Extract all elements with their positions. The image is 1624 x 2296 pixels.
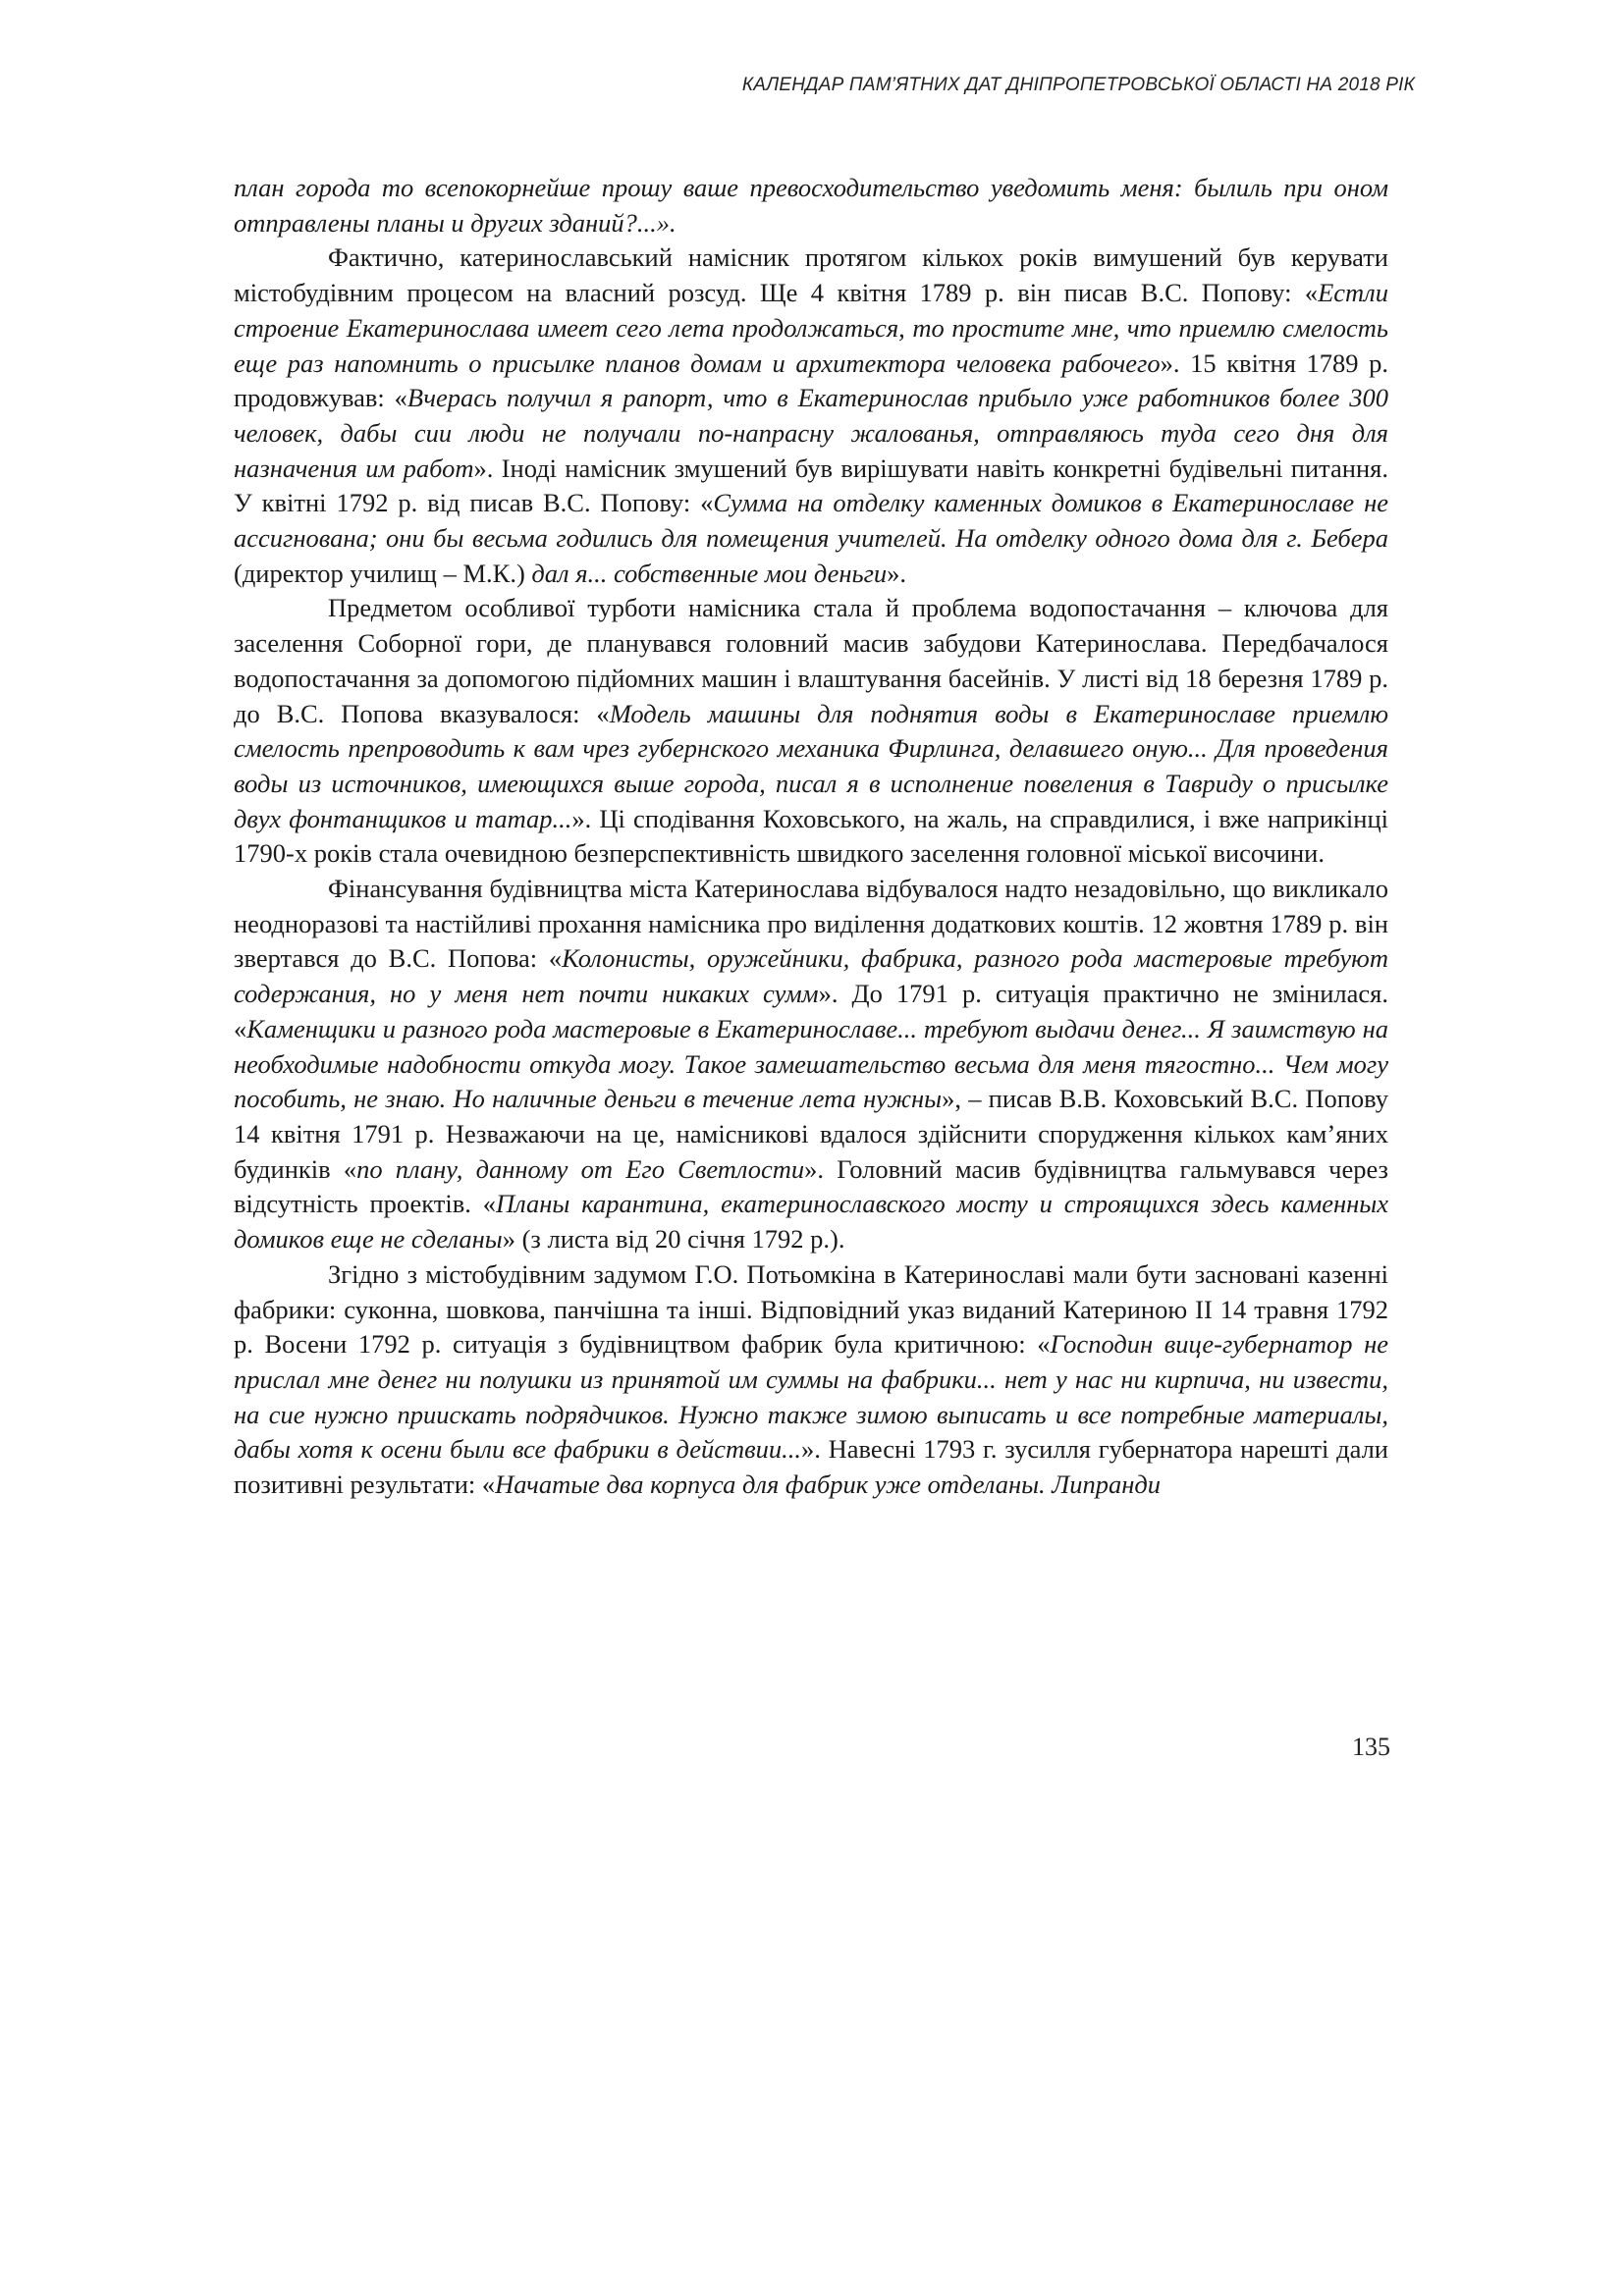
- quote-text: Колонисты, оружейники, фабрика, разного рода мастеровые требуют содержания, но у меня нет почти никаких сумм: [234, 943, 1389, 1009]
- paragraph: [234, 240, 1388, 591]
- body-run: » (з листа від 20 січня 1792 р.).: [502, 1224, 845, 1255]
- body-run: Фактично, катеринославський намісник протягом кількох років вимушений був керувати містобудівним процесом на власний розсуд. Ще 4 квітня 1789 р. він писав В.С. Попову: «: [234, 242, 1388, 308]
- body-run: ». Навесні 1793 г. зусилля губернатора нарешті дали позитивні результати: «: [234, 1434, 1388, 1500]
- running-header: КАЛЕНДАР ПАМ’ЯТНИХ ДАТ ДНІПРОПЕТРОВСЬКОЇ ОБЛАСТІ НА 2018 РІК: [741, 75, 1415, 95]
- page-number: 135: [1352, 1733, 1390, 1761]
- body-run: ». До 1791 р. ситуація практично не змінилася. «: [234, 979, 1388, 1043]
- quote-text: Сумма на отделку каменных домиков в Екатеринославе не ассигнована; они бы весьма годились для помещения учителей. На отделку одного дома для г. Бебера: [234, 488, 1388, 554]
- quote-text: по плану, данному от Его Светлости: [356, 1153, 805, 1184]
- quote-text: Вчерась получил я рапорт, что в Екатеринослав прибыло уже работников более 300 человек, дабы сии люди не получали по-напрасну жалованья, отправляюсь туда сего дня для назначения им работ: [234, 383, 1388, 483]
- quote-text: Модель машины для поднятия воды в Екатеринославе приемлю смелость препроводить к вам чрез губернского механика Фирлинга, делавшего оную... Для проведения воды из источников, имеющихся выше города, писал я в исполнение повеления в Тавриду о присылке двух фонтанщиков и татар...: [234, 698, 1388, 833]
- body-run: ». 15 квітня 1789 р. продовжував: «: [234, 347, 1388, 413]
- body-run: Згідно з містобудівним задумом Г.О. Потьомкіна в Катеринославі мали бути засновані казенні фабрики: суконна, шовкова, панчішна та інші. Відповідний указ виданий Катериною II 14 травня 1792 р. Восени 1792 р. ситуація з будівництвом фабрик була критичною: «: [234, 1258, 1388, 1360]
- quote-text: план города то всепокорнейше прошу ваше превосходительство уведомить меня: былиль при оном отправлены планы и других зданий?...».: [234, 173, 1388, 238]
- body-run: Предметом особливої турботи намісника стала й проблема водопостачання – ключова для заселення Соборної гори, де планувався головний масив забудови Катеринослава. Передбачалося водопостачання за допомогою підйомних машин і влаштування басейнів. У листі від 18 березня 1789 р. до В.С. Попова вказувалося: «: [234, 593, 1388, 728]
- paragraph: [234, 171, 1388, 240]
- paragraph: [234, 872, 1388, 1257]
- body-run: ». Головний масив будівництва гальмувався через відсутність проектів. «: [234, 1153, 1389, 1219]
- body-run: ». Ці сподівання Коховського, на жаль, на справдилися, і вже наприкінці 1790-х років стала очевидною безперспективність швидкого заселення головної міської височини.: [234, 803, 1388, 869]
- quote-text: Господин вице-губернатор не прислал мне денег ни полушки из принятой им суммы на фабрики... нет у нас ни кирпича, ни извести, на сие нужно приискать подрядчиков. Нужно также зимою выписать и все потребные материалы, дабы хотя к осени были все фабрики в действии...: [234, 1329, 1388, 1465]
- paragraph: [234, 1257, 1388, 1503]
- body-run: », – писав В.В. Коховський В.С. Попову 14 квітня 1791 р. Незважаючи на це, намісникові вдалося здійснити спорудження кількох кам’яних будинків «: [234, 1084, 1388, 1184]
- quote-text: дал я... собственные мои деньги: [531, 558, 888, 588]
- body-run: ». Іноді намісник змушений був вирішувати навіть конкретні будівельні питання. У квітні 1792 р. від писав В.С. Попову: «: [234, 453, 1388, 518]
- body-text: [234, 171, 1388, 1503]
- quote-text: Планы карантина, екатеринославского мосту и строящихся здесь каменных домиков еще не сделаны: [234, 1189, 1389, 1255]
- paragraph: [234, 591, 1388, 872]
- body-run: ».: [887, 558, 907, 588]
- quote-text: Начатые два корпуса для фабрик уже отделаны. Липранди: [495, 1469, 1162, 1500]
- quote-text: Естли строение Екатеринослава имеет сего лета продолжаться, то простите мне, что приемлю смелость еще раз напомнить о присылке планов домам и архитектора человека рабочего: [234, 278, 1388, 378]
- quote-text: Каменщики и разного рода мастеровые в Екатеринославе... требуют выдачи денег... Я заимствую на необходимые надобности откуда могу. Такое замешательство весьма для меня тягостно... Чем могу пособить, не знаю. Но наличные деньги в течение лета нужны: [234, 1013, 1388, 1114]
- body-run: Фінансування будівництва міста Катеринослава відбувалося надто незадовільно, що викликало неодноразові та настійливі прохання намісника про виділення додаткових коштів. 12 жовтня 1789 р. він звертався до В.С. Попова: «: [234, 874, 1388, 974]
- body-run: (директор училищ – М.К.): [234, 558, 532, 588]
